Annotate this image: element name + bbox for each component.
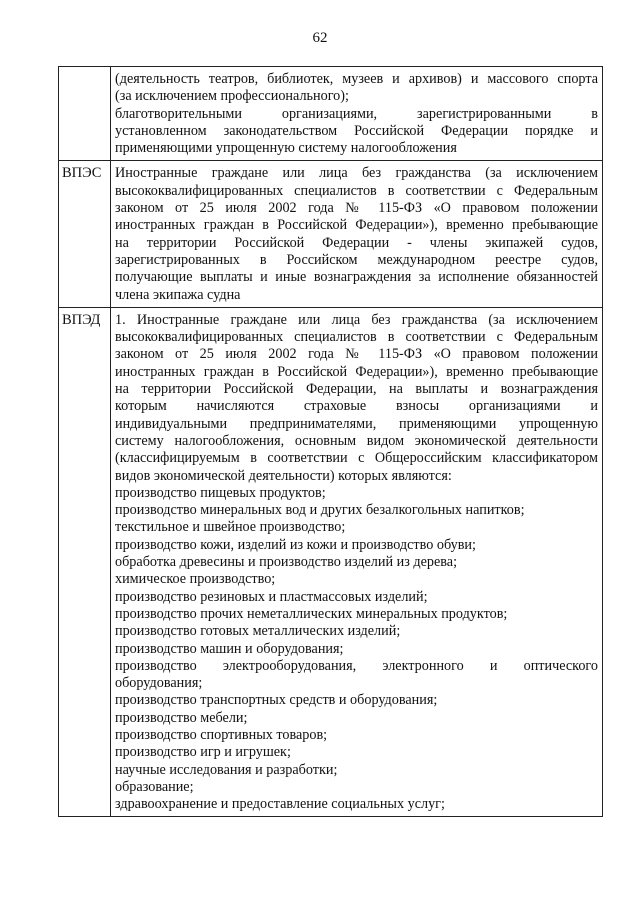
text-line: высококвалифицированных специалистов в соответствии с Федеральным [115,182,598,199]
text-line: благотворительными организациями, зарегистрированными в [115,105,598,122]
text-line: научные исследования и разработки; [115,761,338,778]
category-code: ВПЭС [59,161,111,307]
text-line: производство кожи, изделий из кожи и производство обуви; [115,536,476,553]
category-code [59,67,111,161]
text-line: оборудования; [115,675,203,692]
text-line: установленном законодательством Российской Федерации порядке и [115,122,598,139]
text-line: законом от 25 июля 2002 года № 115-ФЗ «О правовом положении [115,200,598,217]
text-line: иностранных граждан в Российской Федерации»), временно пребывающие [115,363,598,380]
category-description [111,67,603,161]
text-line: производство пищевых продуктов; [115,484,326,501]
text-line: высококвалифицированных специалистов в соответствии с Федеральным [115,329,598,346]
text-line: видов экономической деятельности) которых являются: [115,467,452,484]
table-row [59,161,603,307]
text-line: производство электрооборудования, электронного и оптического [115,657,598,674]
text-line: производство мебели; [115,709,248,726]
text-line: (классифицируемым в соответствии с Общероссийским классификатором [115,450,598,467]
text-line: Иностранные граждане или лица без гражданства (за исключением [115,165,598,182]
text-line: обработка древесины и производство изделий из дерева; [115,554,458,571]
text-line: производство спортивных товаров; [115,726,328,743]
text-line: иностранных граждан в Российской Федерации»), временно пребывающие [115,217,598,234]
category-description [111,307,603,817]
text-line: которым начисляются страховые взносы организациями и [115,398,598,415]
text-line: образование; [115,778,194,795]
text-line: производство транспортных средств и оборудования; [115,692,438,709]
text-line: члена экипажа судна [115,286,241,303]
text-line: применяющими упрощенную систему налогообложения [115,140,457,157]
text-line: производство прочих неметаллических минеральных продуктов; [115,605,508,622]
text-line: на территории Российской Федерации, на выплаты и вознаграждения [115,381,598,398]
text-line: индивидуальными предпринимателями, применяющими упрощенную [115,415,598,432]
text-line: 1. Иностранные граждане или лица без гражданства (за исключением [115,311,598,328]
text-line: (деятельность театров, библиотек, музеев и архивов) и массового спорта [115,71,598,87]
table-row [59,307,603,817]
text-line: производство готовых металлических изделий; [115,623,401,640]
codes-table [58,66,603,817]
text-line: здравоохранение и предоставление социальных услуг; [115,796,445,813]
category-description [111,161,603,307]
text-line: получающие выплаты и иные вознаграждения за исполнение обязанностей [115,269,598,286]
text-line: (за исключением профессионального); [115,88,349,105]
page-number: 62 [312,30,328,46]
text-line: производство резиновых и пластмассовых изделий; [115,588,428,605]
text-line: зарегистрированных в Российском международном реестре судов, [115,251,598,268]
text-line: производство машин и оборудования; [115,640,344,657]
text-line: законом от 25 июля 2002 года № 115-ФЗ «О правовом положении [115,346,598,363]
text-line: текстильное и швейное производство; [115,519,346,536]
text-line: на территории Российской Федерации - члены экипажей судов, [115,234,598,251]
category-code: ВПЭД [59,307,111,817]
table-row [59,67,603,161]
text-line: производство минеральных вод и других безалкогольных напитков; [115,502,525,519]
text-line: химическое производство; [115,571,276,588]
text-line: производство игр и игрушек; [115,744,291,761]
text-line: систему налогообложения, основным видом экономической деятельности [115,432,598,449]
